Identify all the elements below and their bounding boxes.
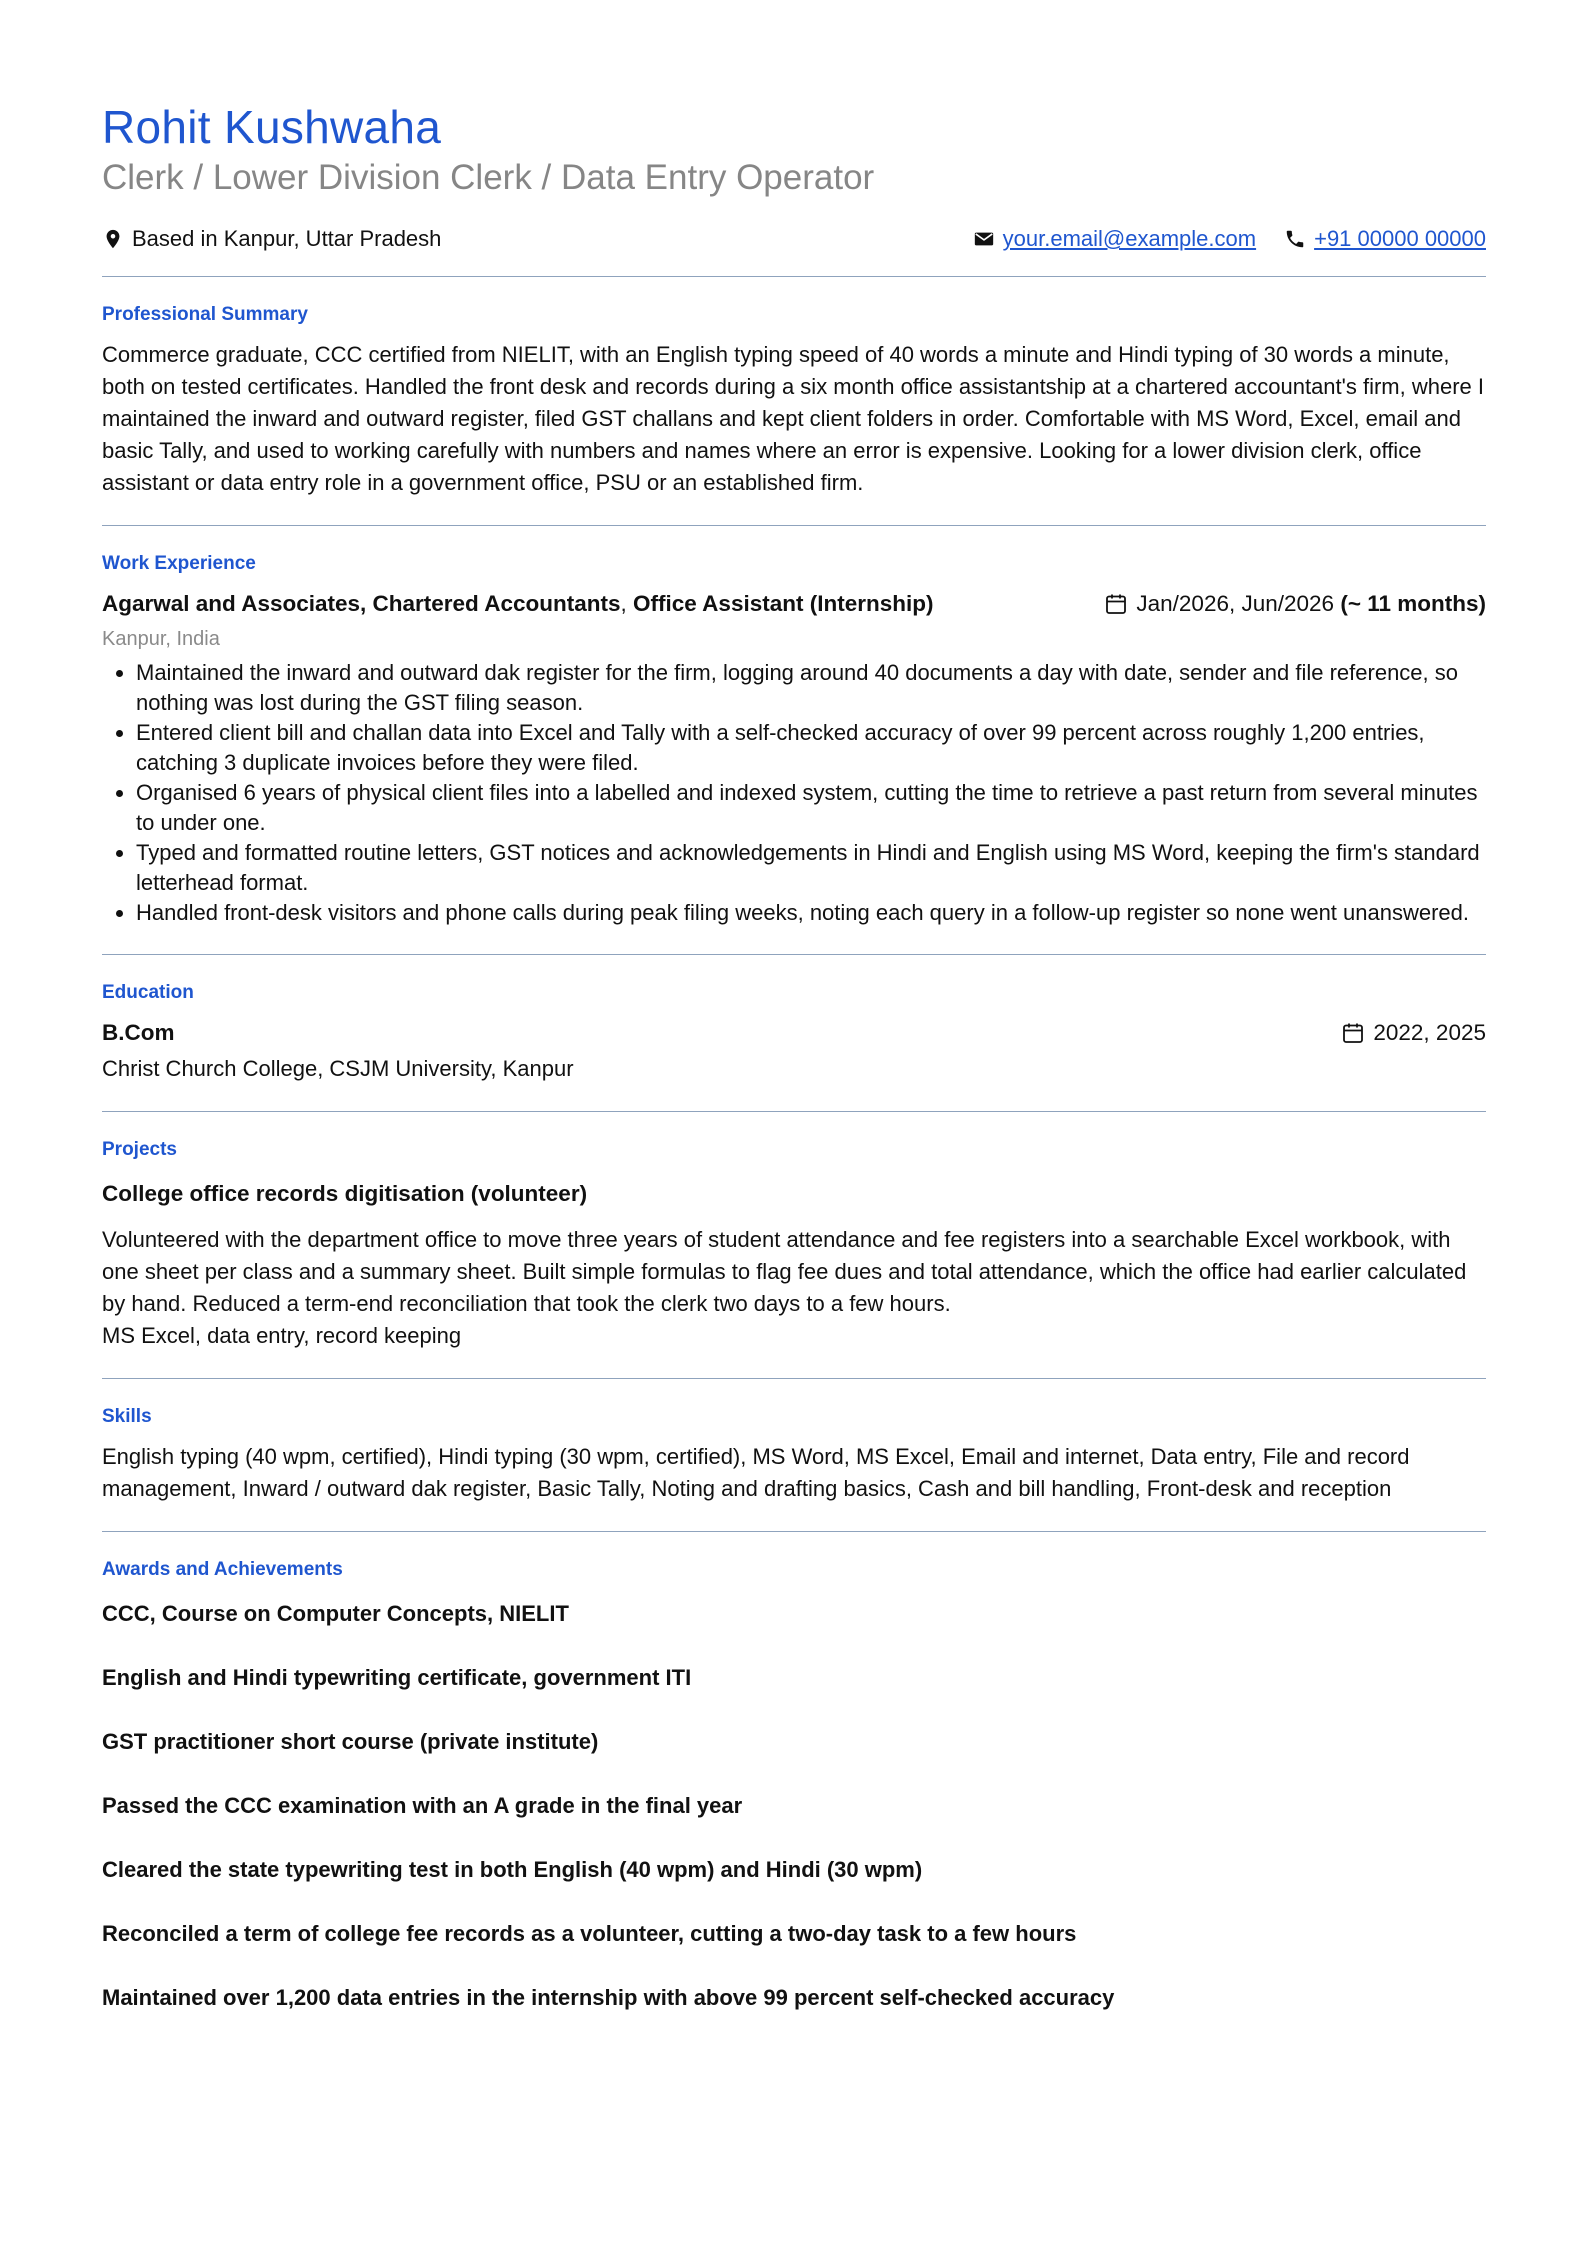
institution: Christ Church College, CSJM University, Kanpur [102, 1056, 574, 1081]
email-item [973, 226, 1256, 252]
date-range: Jan/2026, Jun/2026 [1136, 591, 1335, 616]
resume-header [102, 100, 1486, 256]
award-item: Reconciled a term of college fee records as a volunteer, cutting a two-day task to a few hours [102, 1921, 1077, 1946]
education-entry-header [102, 1017, 1486, 1049]
company-name: Agarwal and Associates, Chartered Accountants [102, 591, 621, 616]
section-title: Work Experience [102, 553, 256, 574]
phone-icon [1284, 228, 1306, 250]
section-title: Education [102, 982, 194, 1003]
list-item: • Handled front-desk visitors and phone calls during peak filing weeks, noting each query in a follow-up register so none went unanswered. [136, 898, 1486, 928]
candidate-name: Rohit Kushwaha [102, 101, 442, 153]
experience-bullets [102, 658, 1486, 928]
envelope-icon [973, 228, 995, 250]
contact-row [102, 222, 1486, 256]
award-item: English and Hindi typewriting certificate, government ITI [102, 1665, 692, 1690]
award-item: CCC, Course on Computer Concepts, NIELIT [102, 1601, 569, 1626]
list-item: • Entered client bill and challan data into Excel and Tally with a self-checked accuracy of over 99 percent across roughly 1,200 entries, catching 3 duplicate invoices before they were filed. [136, 718, 1486, 778]
award-item: Maintained over 1,200 data entries in the internship with above 99 percent self-checked accuracy [102, 1985, 1115, 2010]
education-section [102, 955, 1486, 1111]
section-title: Skills [102, 1406, 152, 1427]
award-item: GST practitioner short course (private institute) [102, 1729, 599, 1754]
experience-entry-header [102, 588, 1486, 620]
location-text: Based in Kanpur, Uttar Pradesh [132, 226, 442, 251]
award-item: Cleared the state typewriting test in both English (40 wpm) and Hindi (30 wpm) [102, 1857, 923, 1882]
award-item: Passed the CCC examination with an A grade in the final year [102, 1793, 743, 1818]
phone-link[interactable]: +91 00000 00000 [1314, 226, 1486, 251]
experience-location: Kanpur, India [102, 628, 220, 650]
summary-section [102, 277, 1486, 525]
summary-text: Commerce graduate, CCC certified from NIELIT, with an English typing speed of 40 words a minute and Hindi typing of 30 words a minute, both on tested certificates. Handled the front desk and records during a six month office assistantship at a chartered accountant's firm, where I maintained the inward and outward register, filed GST challans and kept client folders in order. Comfortable with MS Word, Excel, email and basic Tally, and used to working carefully with numbers and names where an error is expensive. Looking for a lower division clerk, office assistant or data entry role in a government office, PSU or an established firm. [102, 342, 1484, 495]
experience-section [102, 526, 1486, 954]
experience-dates [1104, 588, 1486, 620]
experience-title [102, 588, 933, 620]
map-pin-icon [102, 228, 124, 250]
contact-links [945, 226, 1486, 252]
list-item: • Maintained the inward and outward dak register for the firm, logging around 40 documents a day with date, sender and file reference, so nothing was lost during the GST filing season. [136, 658, 1486, 718]
section-title: Professional Summary [102, 304, 308, 325]
calendar-icon [1341, 1021, 1365, 1045]
location-info [102, 226, 441, 252]
skills-section [102, 1379, 1486, 1531]
phone-item [1284, 226, 1486, 252]
email-link[interactable]: your.email@example.com [1002, 226, 1257, 251]
degree: B.Com [102, 1020, 175, 1045]
date-range: 2022, 2025 [1373, 1020, 1486, 1045]
project-title: College office records digitisation (volunteer) [102, 1181, 588, 1206]
education-dates [1341, 1017, 1486, 1049]
role-title: Office Assistant (Internship) [633, 591, 934, 616]
list-item: • Typed and formatted routine letters, GST notices and acknowledgements in Hindi and English using MS Word, keeping the firm's standard letterhead format. [136, 838, 1486, 898]
calendar-icon [1104, 592, 1128, 616]
candidate-headline: Clerk / Lower Division Clerk / Data Entry Operator [102, 158, 875, 197]
projects-section [102, 1112, 1486, 1378]
skills-text: English typing (40 wpm, certified), Hindi typing (30 wpm, certified), MS Word, MS Excel, Email and internet, Data entry, File and record management, Inward / outward dak register, Basic Tally, Noting and drafting basics, Cash and bill handling, Front-desk and reception [102, 1444, 1410, 1501]
section-title: Projects [102, 1139, 177, 1160]
project-description: Volunteered with the department office to move three years of student attendance and fee registers into a searchable Excel workbook, with one sheet per class and a summary sheet. Built simple formulas to flag fee dues and total attendance, which the office had earlier calculated by hand. Reduced a term-end reconciliation that took the clerk two days to a few hours. [102, 1227, 1467, 1316]
awards-section [102, 1532, 1486, 2072]
duration: (~ 11 months) [1340, 591, 1486, 616]
list-item: • Organised 6 years of physical client files into a labelled and indexed system, cutting the time to retrieve a past return from several minutes to under one. [136, 778, 1486, 838]
title-separator: , [620, 591, 633, 616]
project-tech: MS Excel, data entry, record keeping [102, 1323, 462, 1348]
section-title: Awards and Achievements [102, 1559, 343, 1580]
